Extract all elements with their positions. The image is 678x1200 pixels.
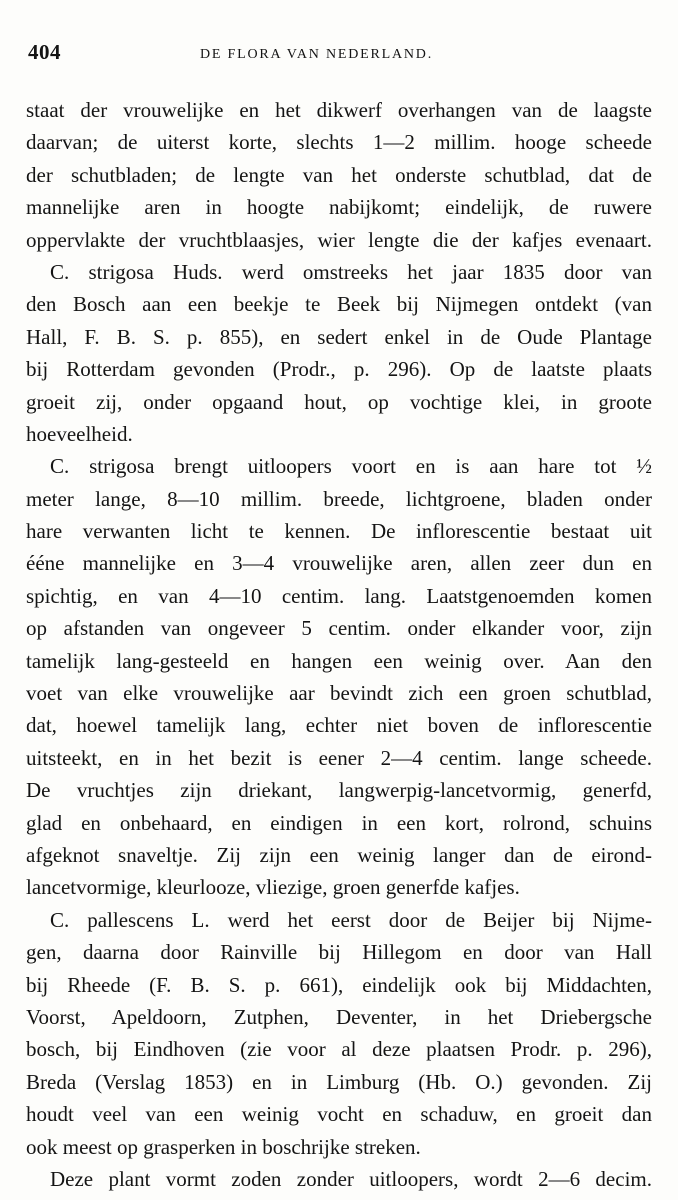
text-line: op afstanden van ongeveer 5 centim. onder elkander voor, zijn (26, 616, 652, 641)
text-line: houdt veel van een weinig vocht en schaduw, en groeit dan (26, 1102, 652, 1127)
text-line: hoeveelheid. (26, 421, 133, 446)
text-line: Breda (Verslag 1853) en in Limburg (Hb. O.) gevonden. Zij (26, 1069, 652, 1094)
text-line: meter lange, 8—10 millim. breede, lichtgroene, bladen onder (26, 486, 652, 511)
text-line: der schutbladen; de lengte van het onderste schutblad, dat de (26, 162, 652, 187)
text-line: daarvan; de uiterst korte, slechts 1—2 millim. hooge scheede (26, 130, 652, 155)
text-line: ook meest op grasperken in boschrijke streken. (26, 1134, 421, 1159)
text-line: Hall, F. B. S. p. 855), en sedert enkel in de Oude Plantage (26, 324, 652, 349)
text-line: Deze plant vormt zoden zonder uitloopers, wordt 2—6 decim. (50, 1166, 652, 1191)
text-line: mannelijke aren in hoogte nabijkomt; eindelijk, de ruwere (26, 195, 652, 220)
text-line: glad en onbehaard, en eindigen in een kort, rolrond, schuins (26, 810, 652, 835)
text-line: spichtig, en van 4—10 centim. lang. Laatstgenoemden komen (26, 583, 652, 608)
text-line: C. strigosa brengt uitloopers voort en is aan hare tot ½ (50, 454, 652, 479)
text-line: bij Rotterdam gevonden (Prodr., p. 296). Op de laatste plaats (26, 357, 652, 382)
body-text (26, 94, 652, 1195)
text-line: den Bosch aan een beekje te Beek bij Nijmegen ontdekt (van (26, 292, 652, 317)
text-line: staat der vrouwelijke en het dikwerf overhangen van de laagste (26, 98, 652, 122)
text-line: dat, hoewel tamelijk lang, echter niet boven de inflorescentie (26, 713, 652, 738)
text-line: afgeknot snaveltje. Zij zijn een weinig langer dan de eirond- (26, 842, 652, 867)
text-line: tamelijk lang-gesteeld en hangen een weinig over. Aan den (26, 648, 652, 673)
text-line: ééne mannelijke en 3—4 vrouwelijke aren, allen zeer dun en (26, 551, 652, 576)
text-line: bosch, bij Eindhoven (zie voor al deze plaatsen Prodr. p. 296), (26, 1037, 652, 1062)
text-line: uitsteekt, en in het bezit is eener 2—4 centim. lange scheede. (26, 745, 652, 770)
text-line: bij Rheede (F. B. S. p. 661), eindelijk ook bij Middachten, (26, 972, 652, 997)
page-number: 404 (28, 40, 61, 64)
text-line: hare verwanten licht te kennen. De inflorescentie bestaat uit (26, 519, 652, 544)
text-line: Voorst, Apeldoorn, Zutphen, Deventer, in het Driebergsche (26, 1004, 652, 1029)
text-line: groeit zij, onder opgaand hout, op vochtige klei, in groote (26, 389, 652, 414)
page-header (28, 40, 648, 70)
running-title: DE FLORA VAN NEDERLAND. (200, 47, 434, 62)
text-line: voet van elke vrouwelijke aar bevindt zich een groen schutblad, (26, 681, 652, 706)
text-line: C. pallescens L. werd het eerst door de Beijer bij Nijme- (50, 907, 652, 932)
text-line: De vruchtjes zijn driekant, langwerpig-lancetvormig, generfd, (26, 778, 652, 803)
text-line: gen, daarna door Rainville bij Hillegom en door van Hall (26, 940, 652, 965)
text-line: lancetvormige, kleurlooze, vliezige, groen generfde kafjes. (26, 875, 520, 900)
text-line: C. strigosa Huds. werd omstreeks het jaar 1835 door van (50, 259, 652, 284)
text-line: oppervlakte der vruchtblaasjes, wier lengte die der kafjes evenaart. (26, 227, 652, 252)
